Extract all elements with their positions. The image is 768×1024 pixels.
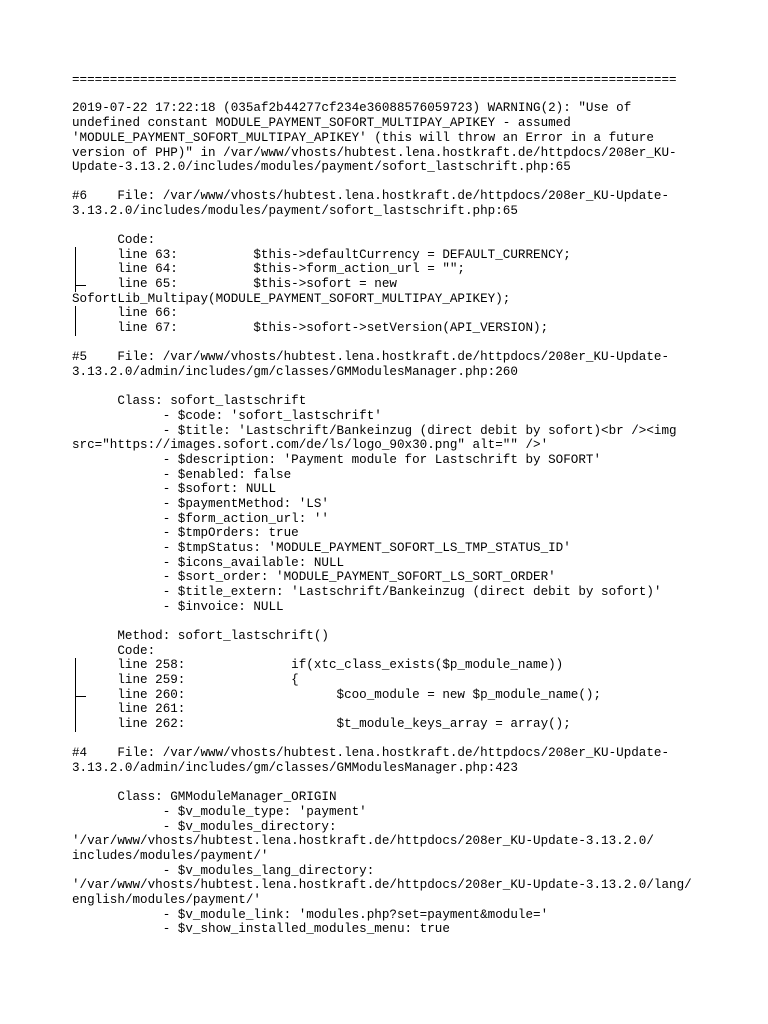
class-property-line: includes/modules/payment/' xyxy=(72,849,269,863)
current-line-marker xyxy=(75,696,86,697)
class-property-line: - $tmpOrders: true xyxy=(72,526,299,540)
code-line: line 258: if(xtc_class_exists($p_module_name)) xyxy=(72,658,564,672)
code-line: line 262: $t_module_keys_array = array(); xyxy=(72,717,571,731)
code-line: line 63: $this->defaultCurrency = DEFAULT_CURRENCY; xyxy=(72,248,571,262)
class-property-line: - $v_modules_lang_directory: xyxy=(72,864,375,878)
code-line: line 66: xyxy=(72,306,178,320)
class-property-line: - $sofort: NULL xyxy=(72,482,277,496)
class-property-line: - $enabled: false xyxy=(72,468,292,482)
warning-header-line: 'MODULE_PAYMENT_SOFORT_MULTIPAY_APIKEY' (this will throw an Error in a future xyxy=(72,131,654,145)
frame-file-line: 3.13.2.0/includes/modules/payment/sofort_lastschrift.php:65 xyxy=(72,204,518,218)
warning-header-line: undefined constant MODULE_PAYMENT_SOFORT_MULTIPAY_APIKEY - assumed xyxy=(72,116,571,130)
code-line: line 67: $this->sofort->setVersion(API_VERSION); xyxy=(72,321,549,335)
code-line: SofortLib_Multipay(MODULE_PAYMENT_SOFORT_MULTIPAY_APIKEY); xyxy=(72,292,511,306)
class-property-line: - $v_modules_directory: xyxy=(72,820,337,834)
warning-header-line: Update-3.13.2.0/includes/modules/payment/sofort_lastschrift.php:65 xyxy=(72,160,571,174)
class-property-line: - $code: 'sofort_lastschrift' xyxy=(72,409,382,423)
code-label: Code: xyxy=(72,233,156,247)
frame-file-line: #6 File: /var/www/vhosts/hubtest.lena.hostkraft.de/httpdocs/208er_KU-Update- xyxy=(72,189,670,203)
class-property-line: - $description: 'Payment module for Lastschrift by SOFORT' xyxy=(72,453,602,467)
method-line: Method: sofort_lastschrift() xyxy=(72,629,329,643)
separator-line: ================================================================================ xyxy=(72,73,677,87)
class-line: Class: GMModuleManager_ORIGIN xyxy=(72,790,337,804)
frame-file-line: 3.13.2.0/admin/includes/gm/classes/GMModulesManager.php:260 xyxy=(72,365,518,379)
class-property-line: - $tmpStatus: 'MODULE_PAYMENT_SOFORT_LS_TMP_STATUS_ID' xyxy=(72,541,571,555)
class-property-line: - $v_module_type: 'payment' xyxy=(72,805,367,819)
class-property-line: '/var/www/vhosts/hubtest.lena.hostkraft.de/httpdocs/208er_KU-Update-3.13.2.0/ xyxy=(72,834,654,848)
class-property-line: src="https://images.sofort.com/de/ls/logo_90x30.png" alt="" />' xyxy=(72,438,549,452)
code-line: line 64: $this->form_action_url = ""; xyxy=(72,262,465,276)
code-label: Code: xyxy=(72,644,156,658)
frame-file-line: #5 File: /var/www/vhosts/hubtest.lena.hostkraft.de/httpdocs/208er_KU-Update- xyxy=(72,350,670,364)
class-property-line: - $form_action_url: '' xyxy=(72,512,329,526)
code-line: line 261: xyxy=(72,702,186,716)
class-property-line: - $paymentMethod: 'LS' xyxy=(72,497,329,511)
frame-file-line: #4 File: /var/www/vhosts/hubtest.lena.hostkraft.de/httpdocs/208er_KU-Update- xyxy=(72,746,670,760)
warning-header-line: version of PHP)" in /var/www/vhosts/hubtest.lena.hostkraft.de/httpdocs/208er_KU- xyxy=(72,146,677,160)
class-property-line: - $v_show_installed_modules_menu: true xyxy=(72,922,450,936)
class-property-line: - $invoice: NULL xyxy=(72,600,284,614)
class-property-line: - $title_extern: 'Lastschrift/Bankeinzug (direct debit by sofort)' xyxy=(72,585,662,599)
class-property-line: english/modules/payment/' xyxy=(72,893,261,907)
code-gutter-bar xyxy=(75,306,76,336)
class-property-line: - $sort_order: 'MODULE_PAYMENT_SOFORT_LS_SORT_ORDER' xyxy=(72,570,556,584)
current-line-marker xyxy=(75,285,86,286)
code-gutter-bar xyxy=(75,658,76,732)
code-line-highlighted: line 260: $coo_module = new $p_module_name(); xyxy=(72,688,602,702)
class-property-line: '/var/www/vhosts/hubtest.lena.hostkraft.de/httpdocs/208er_KU-Update-3.13.2.0/lang/ xyxy=(72,878,692,892)
class-property-line: - $v_module_link: 'modules.php?set=payment&module=' xyxy=(72,908,549,922)
class-property-line: - $title: 'Lastschrift/Bankeinzug (direct debit by sofort)<br /><img xyxy=(72,424,677,438)
code-line: line 259: { xyxy=(72,673,299,687)
frame-file-line: 3.13.2.0/admin/includes/gm/classes/GMModulesManager.php:423 xyxy=(72,761,518,775)
class-property-line: - $icons_available: NULL xyxy=(72,556,345,570)
warning-header-line: 2019-07-22 17:22:18 (035af2b44277cf234e36088576059723) WARNING(2): "Use of xyxy=(72,101,632,115)
code-line-highlighted: line 65: $this->sofort = new xyxy=(72,277,397,291)
class-line: Class: sofort_lastschrift xyxy=(72,394,307,408)
